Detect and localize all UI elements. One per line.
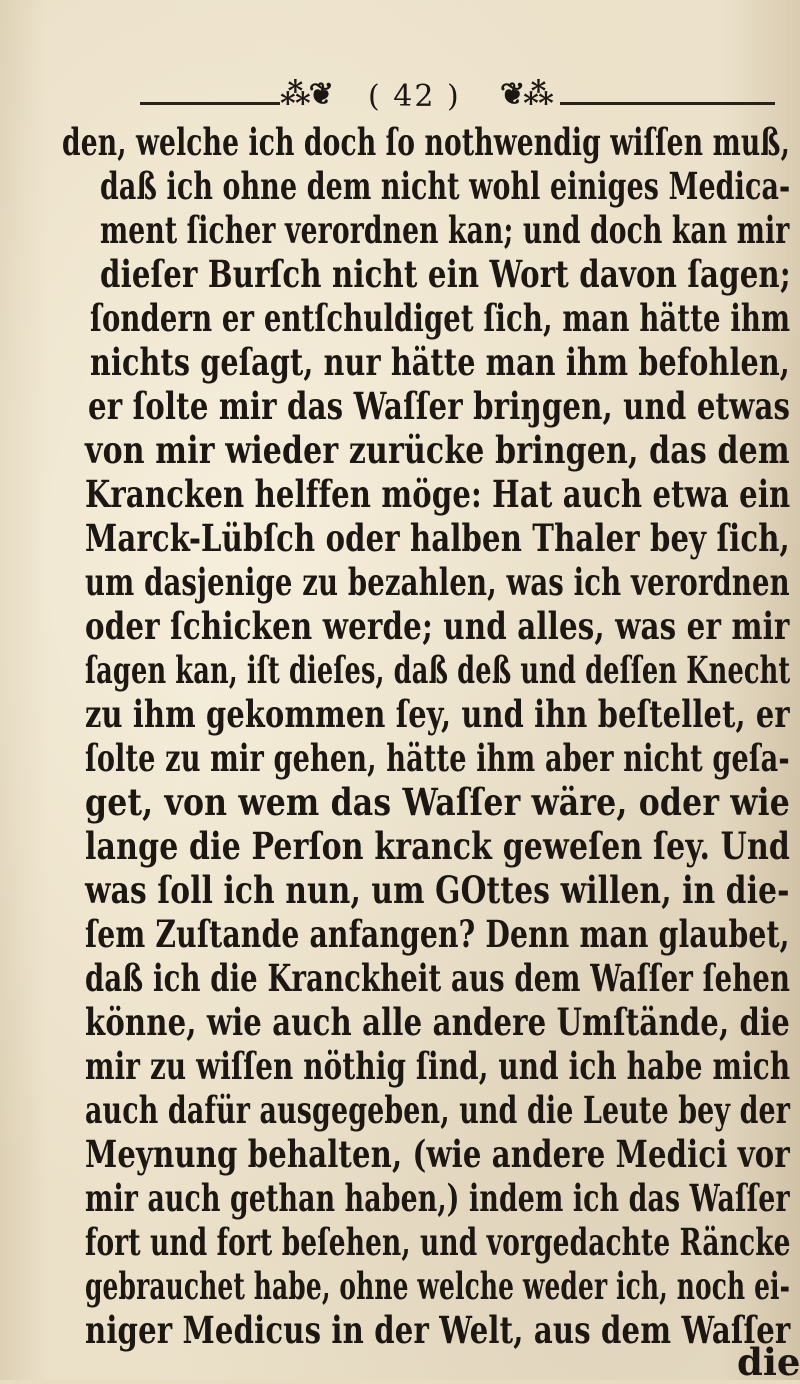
text-line: er ſolte mir das Waſſer briŋgen, und etwas	[88, 384, 791, 428]
text-line: dieſer Burſch nicht ein Wort davon ſagen;	[100, 252, 791, 296]
header-ornament-left: ⁂❦	[280, 77, 332, 112]
text-line: ment ſicher verordnen kan; und doch kan mir	[100, 208, 790, 252]
page-number: ( 42 )	[368, 79, 461, 114]
text-line: ſolte zu mir gehen, hätte ihm aber nicht geſa-	[85, 736, 790, 780]
text-line: get, von wem das Waſſer wäre, oder wie	[85, 780, 790, 824]
text-line: ſagen kan, iſt dieſes, daß deß und deſſen Knecht	[85, 648, 791, 692]
text-line: oder ſchicken werde; und alles, was er mir	[85, 604, 790, 648]
text-line: mir auch gethan haben,) indem ich das Waſſer	[85, 1176, 790, 1220]
header-ornament-right: ❦⁂	[500, 77, 552, 112]
text-line: mir zu wiſſen nöthig ſind, und ich habe mich	[85, 1044, 791, 1088]
text-line: nichts geſagt, nur hätte man ihm befohlen,	[90, 340, 790, 384]
text-line: was ſoll ich nun, um GOttes willen, in die-	[85, 868, 790, 912]
text-line: niger Medicus in der Welt, aus dem Waſſer	[85, 1308, 791, 1352]
text-line: Meynung behalten, (wie andere Medici vor	[85, 1132, 790, 1176]
text-line: ſem Zuſtande anfangen? Denn man glaubet,	[85, 912, 790, 956]
text-line: den, welche ich doch ſo nothwendig wiſſen muß,	[62, 120, 791, 164]
text-line: fort und fort beſehen, und vorgedachte Räncke	[85, 1220, 791, 1264]
catchword: die	[737, 1340, 800, 1384]
text-line: daß ich die Kranckheit aus dem Waſſer ſehen	[85, 956, 791, 1000]
text-line: Krancken helffen möge: Hat auch etwa ein	[85, 472, 791, 516]
text-line: lange die Perſon kranck geweſen ſey. Und	[85, 824, 791, 868]
text-line: um dasjenige zu bezahlen, was ich verordnen	[85, 560, 790, 604]
text-line: könne, wie auch alle andere Umſtände, die	[85, 1000, 790, 1044]
text-line: daß ich ohne dem nicht wohl einiges Medica-	[100, 164, 791, 208]
text-line: von mir wieder zurücke bringen, das dem	[85, 428, 790, 472]
text-line: ſondern er entſchuldiget ſich, man hätte ihm	[90, 296, 791, 340]
text-line: Marck-Lübſch oder halben Thaler bey ſich,	[85, 516, 790, 560]
text-line: gebrauchet habe, ohne welche weder ich, noch ei-	[85, 1264, 791, 1308]
text-line: auch dafür ausgegeben, und die Leute bey der	[85, 1088, 791, 1132]
text-line: zu ihm gekommen ſey, und ihn beſtellet, er	[85, 692, 790, 736]
